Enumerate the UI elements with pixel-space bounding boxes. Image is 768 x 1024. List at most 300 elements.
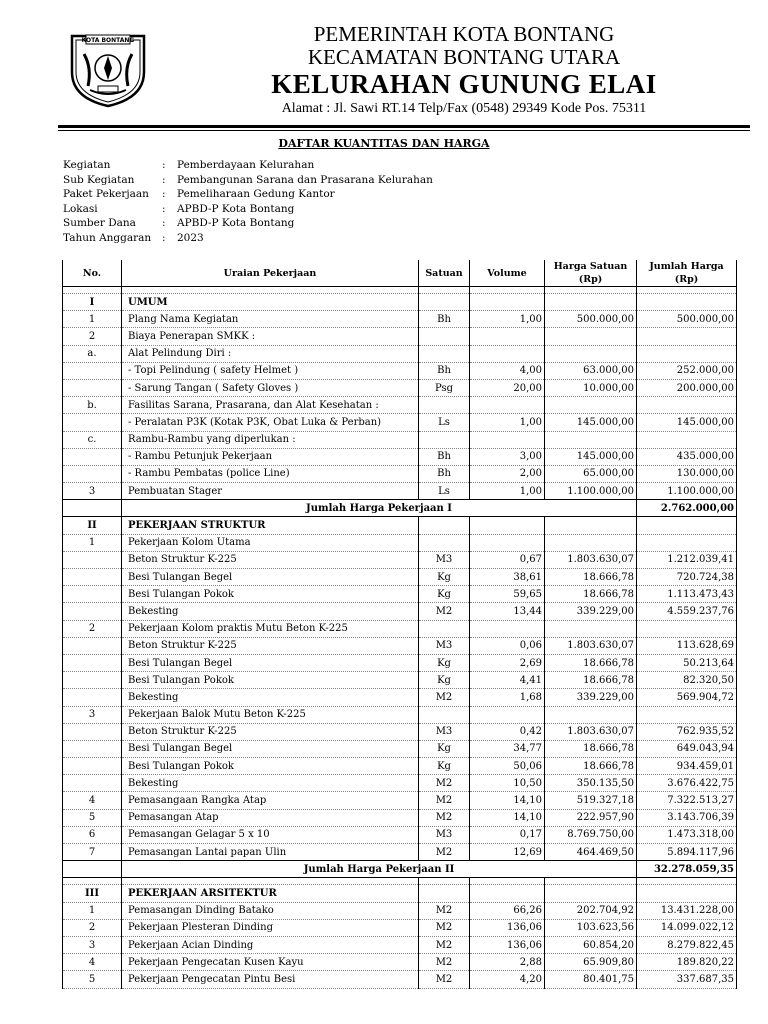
cell-desc: - Peralatan P3K (Kotak P3K, Obat Luka & Perban) <box>122 414 419 431</box>
cell-no <box>63 551 122 568</box>
cell-desc: Rambu-Rambu yang diperlukan : <box>122 431 419 448</box>
cell-no <box>63 775 122 792</box>
cell-desc: Beton Struktur K-225 <box>122 723 419 740</box>
cell-no: 5 <box>63 971 122 988</box>
cell-desc: Besi Tulangan Pokok <box>122 672 419 689</box>
cell-no <box>63 654 122 671</box>
cell-unit: M2 <box>419 902 470 919</box>
table-row <box>63 954 737 971</box>
cell-total: 500.000,00 <box>637 311 737 328</box>
cell-no <box>63 740 122 757</box>
cell-desc: Pemasangan Atap <box>122 809 419 826</box>
table-row <box>63 311 737 328</box>
cell-total <box>637 620 737 637</box>
kota-bontang-logo <box>64 28 152 108</box>
cell-total: 5.894.117,96 <box>637 844 737 861</box>
cell-price: 1.803.630,07 <box>545 637 637 654</box>
cell-price: 500.000,00 <box>545 311 637 328</box>
cell-desc: UMUM <box>122 294 419 311</box>
cell-price: 145.000,00 <box>545 414 637 431</box>
cell-price: 18.666,78 <box>545 654 637 671</box>
cell-unit <box>419 431 470 448</box>
cell-price <box>545 706 637 723</box>
cell-total: 14.099.022,12 <box>637 919 737 936</box>
cell-unit <box>419 885 470 902</box>
cell-no <box>63 861 122 878</box>
table-row <box>63 844 737 861</box>
cell-volume <box>470 878 545 885</box>
info-row <box>63 216 433 231</box>
cell-desc: Besi Tulangan Begel <box>122 569 419 586</box>
cell-price: 18.666,78 <box>545 672 637 689</box>
cell-desc: Besi Tulangan Begel <box>122 654 419 671</box>
cell-price: 18.666,78 <box>545 569 637 586</box>
cell-price: 519.327,18 <box>545 792 637 809</box>
cell-desc: Pekerjaan Kolom Utama <box>122 534 419 551</box>
cell-unit <box>419 397 470 414</box>
cell-unit: Kg <box>419 672 470 689</box>
cell-unit: Bh <box>419 311 470 328</box>
cell-volume: 14,10 <box>470 792 545 809</box>
logo-text: KOTA BONTANG <box>81 37 135 44</box>
cell-total: 1.473.318,00 <box>637 826 737 843</box>
cell-total: 130.000,00 <box>637 465 737 482</box>
col-header-unit: Satuan <box>419 260 470 287</box>
cell-price: 63.000,00 <box>545 362 637 379</box>
cell-no: 7 <box>63 844 122 861</box>
spacer-row <box>63 878 737 885</box>
cell-desc: Pekerjaan Pengecatan Pintu Besi <box>122 971 419 988</box>
cell-price: 1.803.630,07 <box>545 723 637 740</box>
subtotal-label: Jumlah Harga Pekerjaan II <box>122 861 637 878</box>
cell-total: 649.043,94 <box>637 740 737 757</box>
cell-no: II <box>63 517 122 534</box>
cell-desc: - Sarung Tangan ( Safety Gloves ) <box>122 379 419 396</box>
table-row <box>63 672 737 689</box>
cell-total: 3.676.422,75 <box>637 775 737 792</box>
subtotal-value: 2.762.000,00 <box>637 500 737 517</box>
cell-desc: Beton Struktur K-225 <box>122 637 419 654</box>
table-row <box>63 689 737 706</box>
cell-desc: Plang Nama Kegiatan <box>122 311 419 328</box>
cell-price: 65.909,80 <box>545 954 637 971</box>
cell-volume: 136,06 <box>470 919 545 936</box>
cell-price: 18.666,78 <box>545 586 637 603</box>
cell-total: 252.000,00 <box>637 362 737 379</box>
header-rule-thick <box>58 125 750 128</box>
header-line-1: PEMERINTAH KOTA BONTANG <box>313 22 615 46</box>
cell-no <box>63 637 122 654</box>
cell-total: 113.628,69 <box>637 637 737 654</box>
table-row <box>63 706 737 723</box>
cell-volume: 1,00 <box>470 311 545 328</box>
cell-total: 762.935,52 <box>637 723 737 740</box>
cell-volume <box>470 620 545 637</box>
cell-volume: 2,88 <box>470 954 545 971</box>
subtotal-row <box>63 500 737 517</box>
table-row <box>63 919 737 936</box>
cell-total: 4.559.237,76 <box>637 603 737 620</box>
cell-unit: Kg <box>419 654 470 671</box>
cell-volume: 20,00 <box>470 379 545 396</box>
cell-unit: M2 <box>419 809 470 826</box>
info-key: Kegiatan <box>63 159 111 171</box>
table-row <box>63 723 737 740</box>
cell-unit: M2 <box>419 936 470 953</box>
cell-total: 720.724,38 <box>637 569 737 586</box>
table-row <box>63 902 737 919</box>
cell-unit <box>419 878 470 885</box>
cell-total: 145.000,00 <box>637 414 737 431</box>
cell-no: 2 <box>63 620 122 637</box>
info-row <box>63 173 433 188</box>
info-key: Tahun Anggaran <box>63 231 152 244</box>
info-colon: : <box>162 159 166 171</box>
cell-desc: - Rambu Pembatas (police Line) <box>122 465 419 482</box>
header-line-2: KECAMATAN BONTANG UTARA <box>307 45 621 69</box>
info-colon: : <box>162 217 166 230</box>
cell-no: 3 <box>63 936 122 953</box>
boq-table <box>62 260 737 989</box>
table-row <box>63 637 737 654</box>
cell-volume <box>470 345 545 362</box>
section-row <box>63 885 737 902</box>
cell-total: 1.113.473,43 <box>637 586 737 603</box>
cell-price: 339.229,00 <box>545 689 637 706</box>
cell-desc: Pekerjaan Pengecatan Kusen Kayu <box>122 954 419 971</box>
cell-no: 2 <box>63 919 122 936</box>
cell-volume: 2,00 <box>470 465 545 482</box>
cell-volume: 34,77 <box>470 740 545 757</box>
cell-unit: Psg <box>419 379 470 396</box>
cell-unit: M2 <box>419 954 470 971</box>
cell-volume <box>470 885 545 902</box>
cell-price <box>545 534 637 551</box>
cell-total: 13.431.228,00 <box>637 902 737 919</box>
cell-total <box>637 328 737 345</box>
cell-volume: 4,20 <box>470 971 545 988</box>
col-header-total: Jumlah Harga (Rp) <box>637 260 737 287</box>
info-value: 2023 <box>177 231 204 244</box>
cell-unit: M2 <box>419 844 470 861</box>
info-key: Sub Kegiatan <box>63 173 135 186</box>
cell-price <box>545 294 637 311</box>
cell-desc: - Topi Pelindung ( safety Helmet ) <box>122 362 419 379</box>
cell-unit: Kg <box>419 740 470 757</box>
cell-desc: Bekesting <box>122 775 419 792</box>
cell-volume <box>470 287 545 294</box>
cell-volume <box>470 534 545 551</box>
cell-desc: Pemasangan Lantai papan Ulin <box>122 844 419 861</box>
cell-total: 200.000,00 <box>637 379 737 396</box>
cell-price <box>545 345 637 362</box>
cell-price: 65.000,00 <box>545 465 637 482</box>
cell-price <box>545 287 637 294</box>
cell-price: 350.135,50 <box>545 775 637 792</box>
cell-no: c. <box>63 431 122 448</box>
cell-volume <box>470 397 545 414</box>
cell-no <box>63 465 122 482</box>
cell-volume: 10,50 <box>470 775 545 792</box>
cell-total: 934.459,01 <box>637 758 737 775</box>
cell-volume: 66,26 <box>470 902 545 919</box>
col-header-volume: Volume <box>470 260 545 287</box>
cell-volume: 0,42 <box>470 723 545 740</box>
cell-unit: M2 <box>419 971 470 988</box>
cell-desc: Pekerjaan Balok Mutu Beton K-225 <box>122 706 419 723</box>
info-row <box>63 187 433 202</box>
cell-price: 103.623,56 <box>545 919 637 936</box>
cell-no: 5 <box>63 809 122 826</box>
table-row <box>63 826 737 843</box>
table-row <box>63 448 737 465</box>
cell-price: 145.000,00 <box>545 448 637 465</box>
cell-volume: 0,67 <box>470 551 545 568</box>
cell-unit: Bh <box>419 448 470 465</box>
info-colon: : <box>162 231 166 244</box>
subtotal-row <box>63 861 737 878</box>
info-value: Pemeliharaan Gedung Kantor <box>177 188 335 201</box>
cell-volume: 59,65 <box>470 586 545 603</box>
cell-unit: M2 <box>419 775 470 792</box>
table-row <box>63 603 737 620</box>
cell-unit: Kg <box>419 586 470 603</box>
cell-desc: Pemasangan Dinding Batako <box>122 902 419 919</box>
cell-price: 222.957,90 <box>545 809 637 826</box>
table-row <box>63 431 737 448</box>
table-row <box>63 362 737 379</box>
cell-desc <box>122 287 419 294</box>
cell-price: 202.704,92 <box>545 902 637 919</box>
cell-total <box>637 431 737 448</box>
cell-desc: Pembuatan Stager <box>122 483 419 500</box>
info-colon: : <box>162 173 166 186</box>
table-row <box>63 775 737 792</box>
cell-volume: 4,00 <box>470 362 545 379</box>
cell-unit: Kg <box>419 758 470 775</box>
subtotal-value: 32.278.059,35 <box>637 861 737 878</box>
cell-total <box>637 294 737 311</box>
table-row <box>63 971 737 988</box>
cell-price <box>545 397 637 414</box>
cell-price <box>545 431 637 448</box>
cell-no <box>63 287 122 294</box>
cell-no: a. <box>63 345 122 362</box>
info-row <box>63 231 433 246</box>
cell-total: 1.212.039,41 <box>637 551 737 568</box>
cell-volume <box>470 328 545 345</box>
cell-volume: 136,06 <box>470 936 545 953</box>
table-row <box>63 465 737 482</box>
info-colon: : <box>162 202 166 215</box>
cell-unit: Kg <box>419 569 470 586</box>
table-header-row <box>63 260 737 287</box>
cell-volume: 13,44 <box>470 603 545 620</box>
info-value: APBD-P Kota Bontang <box>177 217 295 230</box>
cell-price <box>545 620 637 637</box>
cell-price <box>545 517 637 534</box>
cell-desc: - Rambu Petunjuk Pekerjaan <box>122 448 419 465</box>
cell-total: 1.100.000,00 <box>637 483 737 500</box>
cell-no <box>63 672 122 689</box>
cell-volume: 4,41 <box>470 672 545 689</box>
cell-no: 3 <box>63 706 122 723</box>
cell-volume: 1,00 <box>470 483 545 500</box>
cell-no <box>63 723 122 740</box>
header-rule-thin <box>58 130 750 131</box>
info-colon: : <box>162 188 166 201</box>
cell-volume <box>470 706 545 723</box>
cell-volume: 50,06 <box>470 758 545 775</box>
cell-no: 4 <box>63 792 122 809</box>
col-header-unit-price: Harga Satuan (Rp) <box>545 260 637 287</box>
cell-volume: 38,61 <box>470 569 545 586</box>
table-row <box>63 569 737 586</box>
info-key: Paket Pekerjaan <box>63 188 149 201</box>
table-row <box>63 586 737 603</box>
cell-price: 10.000,00 <box>545 379 637 396</box>
cell-no <box>63 603 122 620</box>
cell-no <box>63 362 122 379</box>
cell-price: 80.401,75 <box>545 971 637 988</box>
cell-volume: 0,06 <box>470 637 545 654</box>
cell-no <box>63 689 122 706</box>
cell-total: 189.820,22 <box>637 954 737 971</box>
cell-no: 6 <box>63 826 122 843</box>
cell-no <box>63 448 122 465</box>
cell-unit: M2 <box>419 919 470 936</box>
cell-desc: Pekerjaan Plesteran Dinding <box>122 919 419 936</box>
document-title: DAFTAR KUANTITAS DAN HARGA <box>278 137 490 150</box>
cell-unit <box>419 287 470 294</box>
table-row <box>63 792 737 809</box>
info-value: APBD-P Kota Bontang <box>177 202 295 215</box>
cell-total <box>637 345 737 362</box>
letterhead <box>160 22 768 118</box>
cell-price: 1.100.000,00 <box>545 483 637 500</box>
info-value: Pembangunan Sarana dan Prasarana Kelurahan <box>177 173 433 186</box>
cell-unit <box>419 517 470 534</box>
col-header-no: No. <box>63 260 122 287</box>
cell-volume: 0,17 <box>470 826 545 843</box>
cell-total: 3.143.706,39 <box>637 809 737 826</box>
table-row <box>63 328 737 345</box>
cell-total: 337.687,35 <box>637 971 737 988</box>
spacer-row <box>63 287 737 294</box>
header-address: Alamat : Jl. Sawi RT.14 Telp/Fax (0548) 29349 Kode Pos. 75311 <box>281 101 647 116</box>
cell-no: 1 <box>63 902 122 919</box>
cell-desc: Pekerjaan Kolom praktis Mutu Beton K-225 <box>122 620 419 637</box>
table-row <box>63 345 737 362</box>
cell-volume: 1,68 <box>470 689 545 706</box>
cell-price: 8.769.750,00 <box>545 826 637 843</box>
cell-desc: Bekesting <box>122 689 419 706</box>
cell-price: 60.854,20 <box>545 936 637 953</box>
cell-desc: Pekerjaan Acian Dinding <box>122 936 419 953</box>
cell-price: 464.469,50 <box>545 844 637 861</box>
cell-total <box>637 878 737 885</box>
cell-no: III <box>63 885 122 902</box>
cell-unit: M2 <box>419 689 470 706</box>
table-row <box>63 397 737 414</box>
info-row <box>63 202 433 217</box>
cell-no <box>63 758 122 775</box>
cell-price <box>545 328 637 345</box>
table-row <box>63 534 737 551</box>
table-row <box>63 809 737 826</box>
cell-no: b. <box>63 397 122 414</box>
cell-no <box>63 414 122 431</box>
cell-total: 569.904,72 <box>637 689 737 706</box>
cell-no: 3 <box>63 483 122 500</box>
cell-desc: Biaya Penerapan SMKK : <box>122 328 419 345</box>
cell-no <box>63 500 122 517</box>
cell-volume: 14,10 <box>470 809 545 826</box>
table-row <box>63 414 737 431</box>
cell-no: 1 <box>63 311 122 328</box>
cell-desc: Pemasangaan Rangka Atap <box>122 792 419 809</box>
info-key: Sumber Dana <box>63 217 136 230</box>
cell-desc: PEKERJAAN ARSITEKTUR <box>122 885 419 902</box>
cell-desc: Besi Tulangan Pokok <box>122 586 419 603</box>
cell-unit: M2 <box>419 792 470 809</box>
cell-desc: Bekesting <box>122 603 419 620</box>
cell-unit <box>419 706 470 723</box>
cell-unit <box>419 345 470 362</box>
cell-unit <box>419 534 470 551</box>
cell-price: 18.666,78 <box>545 740 637 757</box>
section-row <box>63 517 737 534</box>
cell-total: 82.320,50 <box>637 672 737 689</box>
cell-total: 7.322.513,27 <box>637 792 737 809</box>
cell-unit: Ls <box>419 414 470 431</box>
table-row <box>63 620 737 637</box>
col-header-desc: Uraian Pekerjaan <box>122 260 419 287</box>
cell-total <box>637 534 737 551</box>
cell-total <box>637 706 737 723</box>
cell-total <box>637 397 737 414</box>
cell-desc: Pemasangan Gelagar 5 x 10 <box>122 826 419 843</box>
table-row <box>63 551 737 568</box>
cell-total: 435.000,00 <box>637 448 737 465</box>
cell-price: 18.666,78 <box>545 758 637 775</box>
cell-total: 50.213,64 <box>637 654 737 671</box>
cell-desc <box>122 878 419 885</box>
cell-total <box>637 287 737 294</box>
subtotal-label: Jumlah Harga Pekerjaan I <box>122 500 637 517</box>
cell-unit <box>419 328 470 345</box>
info-row <box>63 158 433 173</box>
cell-price: 339.229,00 <box>545 603 637 620</box>
table-row <box>63 740 737 757</box>
header-line-3: KELURAHAN GUNUNG ELAI <box>271 69 657 99</box>
table-row <box>63 936 737 953</box>
cell-desc: PEKERJAAN STRUKTUR <box>122 517 419 534</box>
cell-total <box>637 517 737 534</box>
cell-unit: M3 <box>419 723 470 740</box>
info-value: Pemberdayaan Kelurahan <box>177 159 315 171</box>
cell-price: 1.803.630,07 <box>545 551 637 568</box>
table-row <box>63 654 737 671</box>
cell-unit: M3 <box>419 637 470 654</box>
table-row <box>63 758 737 775</box>
cell-unit: M2 <box>419 603 470 620</box>
cell-no <box>63 379 122 396</box>
cell-no: I <box>63 294 122 311</box>
cell-unit <box>419 294 470 311</box>
cell-volume: 12,69 <box>470 844 545 861</box>
cell-volume: 2,69 <box>470 654 545 671</box>
